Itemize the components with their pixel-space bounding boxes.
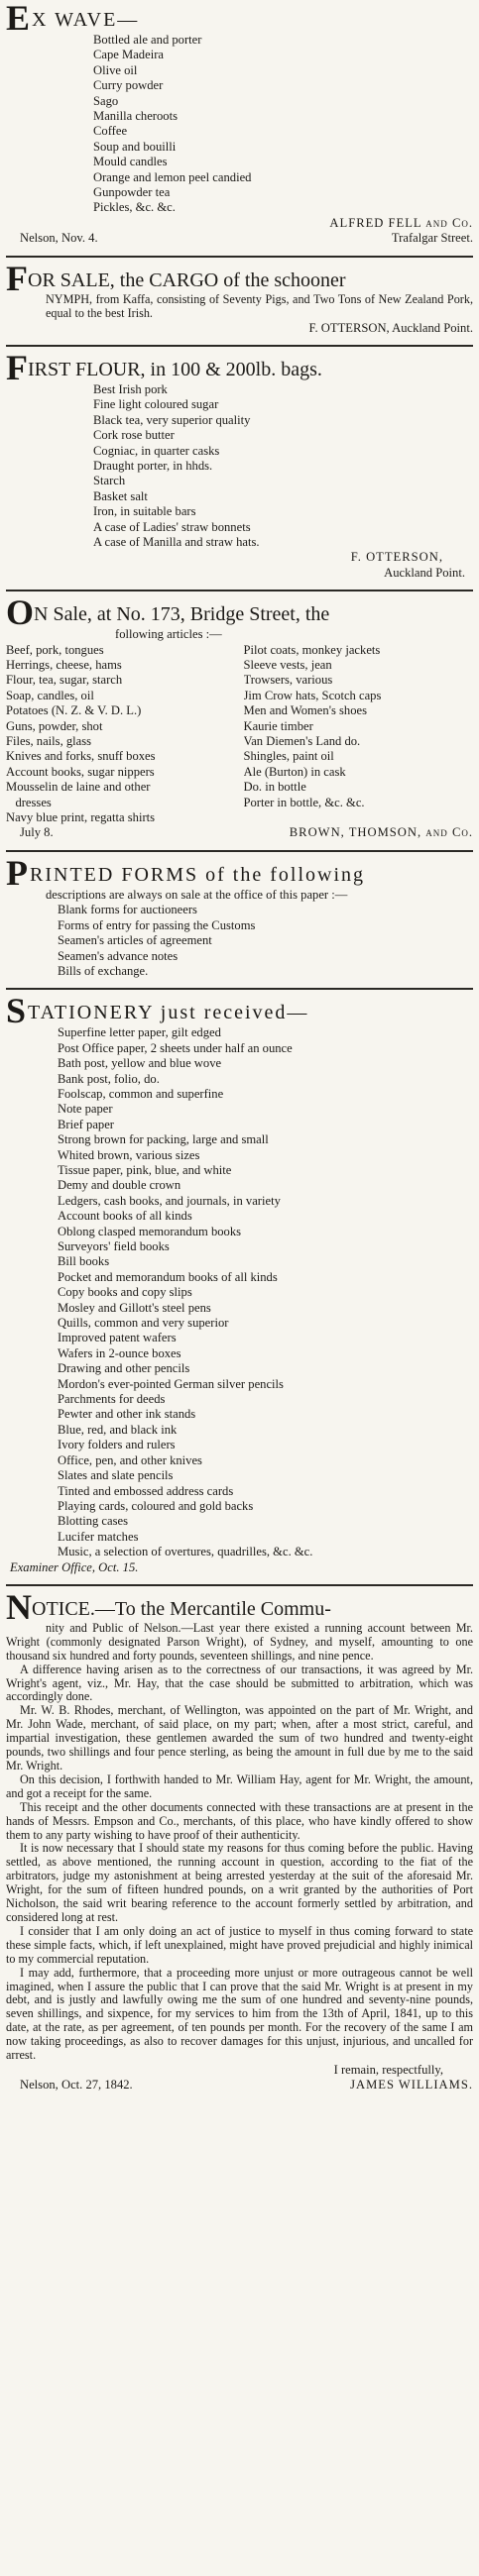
item-list bbox=[6, 1025, 473, 1559]
list-item: Tinted and embossed address cards bbox=[58, 1483, 234, 1498]
item-list bbox=[6, 903, 473, 979]
ad-for-sale bbox=[6, 261, 473, 342]
list-item: Lucifer matches bbox=[58, 1529, 139, 1544]
list-item: Gunpowder tea bbox=[93, 185, 171, 200]
list-item: Coffee bbox=[93, 124, 128, 139]
notice-paragraph: This receipt and the other documents connected with these transactions are at present in the hands of Messrs. Empson and Co., merchants, of this place, who have kindly offered to show them to any party wishing to have proof of their authenticity. bbox=[6, 1799, 473, 1842]
signer: BROWN, THOMSON, and Co. bbox=[289, 825, 473, 840]
ad-heading bbox=[6, 598, 473, 627]
list-item: Cork rose butter bbox=[93, 428, 175, 443]
list-item: Copy books and copy slips bbox=[58, 1285, 192, 1300]
list-item: Do. in bottle bbox=[243, 780, 306, 795]
list-item: Seamen's advance notes bbox=[58, 948, 179, 963]
item-list bbox=[6, 33, 473, 216]
list-item: Herrings, cheese, hams bbox=[6, 658, 122, 672]
ad-heading bbox=[6, 354, 473, 382]
list-item bbox=[244, 810, 474, 825]
list-item: Basket salt bbox=[93, 488, 148, 503]
ad-stationery bbox=[6, 993, 473, 1581]
list-item: A case of Ladies' straw bonnets bbox=[93, 519, 251, 534]
list-item: Soap, candles, oil bbox=[6, 688, 94, 702]
two-column-list bbox=[6, 643, 473, 826]
list-item: Porter in bottle, &c. &c. bbox=[243, 795, 365, 809]
list-item: Trowsers, various bbox=[243, 673, 333, 688]
list-item: Ale (Burton) in cask bbox=[243, 764, 346, 779]
list-item: Drawing and other pencils bbox=[58, 1361, 190, 1376]
drop-letter: O bbox=[6, 598, 35, 628]
notice-paragraph bbox=[6, 1622, 473, 1664]
list-item: Whited brown, various sizes bbox=[58, 1147, 200, 1162]
list-item: Ivory folders and rulers bbox=[58, 1438, 176, 1452]
drop-letter: P bbox=[6, 858, 30, 888]
ad-heading bbox=[6, 4, 473, 33]
list-item: Tissue paper, pink, blue, and white bbox=[58, 1162, 232, 1177]
ad-ex-wave bbox=[6, 0, 473, 253]
list-item: Iron, in suitable bars bbox=[93, 504, 196, 519]
list-item: Bill books bbox=[58, 1254, 110, 1269]
divider bbox=[6, 256, 473, 258]
list-item: Oblong clasped memorandum books bbox=[58, 1224, 242, 1238]
place-date: Nelson, Oct. 27, 1842. bbox=[20, 2078, 133, 2093]
ad-first-flour bbox=[6, 350, 473, 587]
list-item: Jim Crow hats, Scotch caps bbox=[243, 688, 382, 702]
list-item: Bank post, folio, do. bbox=[58, 1071, 160, 1086]
signer: ALFRED FELL and Co. bbox=[329, 215, 473, 230]
list-item: Post Office paper, 2 sheets under half an ounce bbox=[58, 1040, 293, 1055]
heading-continuation: nity and Public of Nelson.— bbox=[46, 1620, 193, 1635]
ad-notice bbox=[6, 1589, 473, 2099]
list-item: Demy and double crown bbox=[58, 1178, 181, 1193]
list-item: Wafers in 2-ounce boxes bbox=[58, 1345, 181, 1360]
ad-printed-forms bbox=[6, 855, 473, 985]
list-item: Knives and forks, snuff boxes bbox=[6, 749, 156, 764]
list-item: Superfine letter paper, gilt edged bbox=[58, 1025, 221, 1040]
dateline bbox=[6, 2078, 473, 2093]
heading-text: IRST FLOUR, in 100 & 200lb. bags. bbox=[28, 358, 322, 380]
list-item: Guns, powder, shot bbox=[6, 718, 103, 733]
list-item: Brief paper bbox=[58, 1117, 114, 1131]
list-item: Flour, tea, sugar, starch bbox=[6, 673, 123, 688]
dateline bbox=[6, 825, 473, 840]
list-item: Navy blue print, regatta shirts bbox=[6, 810, 156, 825]
list-item: Blue, red, and black ink bbox=[58, 1422, 178, 1437]
ad-heading bbox=[6, 265, 473, 293]
place-date: Nelson, Nov. 4. bbox=[20, 231, 98, 246]
notice-paragraph: A difference having arisen as to the correctness of our transactions, it was agreed by Mr. Wright's agent, viz., Mr. Hay, that the case should be submitted to arbitration, which was accordingly done. bbox=[6, 1662, 473, 1704]
list-item: Bath post, yellow and blue wove bbox=[58, 1056, 222, 1071]
list-item: Curry powder bbox=[93, 78, 164, 93]
dateline bbox=[6, 231, 473, 246]
list-item: Seamen's articles of agreement bbox=[58, 933, 212, 948]
date: July 8. bbox=[20, 825, 54, 840]
list-item: Pewter and other ink stands bbox=[58, 1407, 196, 1422]
notice-paragraph: I consider that I am only doing an act of justice to myself in thus coming forward to state these simple facts, which, if left unexplained, might have proved prejudicial and highly inimical to my commercial reputation. bbox=[6, 1923, 473, 1966]
list-item: Mordon's ever-pointed German silver pencils bbox=[58, 1376, 284, 1391]
drop-letter: F bbox=[6, 264, 28, 293]
closing: I remain, respectfully, bbox=[333, 2062, 443, 2077]
list-item: Account books of all kinds bbox=[58, 1209, 192, 1224]
list-item: Forms of entry for passing the Customs bbox=[58, 917, 256, 932]
list-item: Note paper bbox=[58, 1102, 113, 1117]
list-item: dresses bbox=[6, 795, 52, 809]
list-item: Starch bbox=[93, 474, 126, 488]
ad-subhead: descriptions are always on sale at the office of this paper :— bbox=[46, 887, 348, 902]
signer: F. OTTERSON, Auckland Point. bbox=[308, 320, 473, 335]
list-item: Beef, pork, tongues bbox=[6, 642, 104, 657]
ad-heading bbox=[6, 1593, 473, 1622]
list-item: Ledgers, cash books, and journals, in variety bbox=[58, 1193, 281, 1208]
divider bbox=[6, 345, 473, 347]
item-list bbox=[6, 382, 473, 550]
list-item: Bottled ale and porter bbox=[93, 33, 202, 47]
list-item: Blotting cases bbox=[58, 1514, 129, 1529]
list-item: Shingles, paint oil bbox=[243, 749, 334, 764]
list-item: A case of Manilla and straw hats. bbox=[93, 534, 260, 549]
drop-letter: N bbox=[6, 1592, 32, 1622]
ad-footer: Examiner Office, Oct. 15. bbox=[10, 1559, 139, 1574]
list-item: Surveyors' field books bbox=[58, 1239, 170, 1253]
list-item: Draught porter, in hhds. bbox=[93, 458, 213, 473]
list-item: Manilla cheroots bbox=[93, 109, 178, 124]
street: Trafalgar Street. bbox=[391, 231, 473, 246]
list-item: Foolscap, common and superfine bbox=[58, 1086, 224, 1101]
divider bbox=[6, 1584, 473, 1586]
list-item: Music, a selection of overtures, quadrilles, &c. &c. bbox=[58, 1545, 313, 1559]
notice-paragraph: Mr. W. B. Rhodes, merchant, of Wellington, was appointed on the part of Mr. Wright, and Mr. John Wade, merchant, of said place, on my part; when, after a most strict, careful, and impartial investigation, these gentlemen awarded the sum of two hundred and twenty-eight pounds, two shillings and four pence sterling, as being the amount in full due by me to the said Mr. Wright. bbox=[6, 1703, 473, 1772]
list-item: Parchments for deeds bbox=[58, 1392, 166, 1407]
list-item: Mosley and Gillott's steel pens bbox=[58, 1300, 211, 1315]
list-item: Account books, sugar nippers bbox=[6, 764, 155, 779]
divider bbox=[6, 988, 473, 990]
heading-text: OTICE.—To the Mercantile Commu- bbox=[32, 1597, 331, 1620]
newspaper-column bbox=[6, 0, 473, 2099]
list-item: Sleeve vests, jean bbox=[243, 658, 332, 672]
drop-letter: E bbox=[6, 4, 33, 33]
ad-body: NYMPH, from Kaffa, consisting of Seventy Pigs, and Two Tons of New Zealand Pork, equal to the best Irish. bbox=[46, 291, 473, 320]
list-item: Mould candles bbox=[93, 155, 168, 169]
list-item: Playing cards, coloured and gold backs bbox=[58, 1498, 254, 1513]
list-item: Kaurie timber bbox=[243, 718, 313, 733]
list-item: Fine light coloured sugar bbox=[93, 397, 219, 412]
list-item: Quills, common and very superior bbox=[58, 1316, 229, 1331]
paragraph-text: Last year there existed a running account between Mr. Wright (commonly designated Parson Wright), of Sydney, and myself, amounting to one thousand six hundred and forty pounds, seventeen shillings, and nine pence. bbox=[6, 1620, 473, 1663]
list-item: Cape Madeira bbox=[93, 48, 164, 62]
list-item: Van Diemen's Land do. bbox=[243, 734, 361, 749]
heading-text: X WAVE— bbox=[32, 9, 140, 31]
notice-paragraph: On this decision, I forthwith handed to Mr. William Hay, agent for Mr. Wright, the amount, and got a receipt for the same. bbox=[6, 1771, 473, 1800]
heading-text: OR SALE, the CARGO of the schooner bbox=[28, 268, 346, 291]
list-item: Strong brown for packing, large and small bbox=[58, 1132, 269, 1147]
signer-place: Auckland Point. bbox=[384, 565, 465, 580]
divider bbox=[6, 590, 473, 591]
list-item: Office, pen, and other knives bbox=[58, 1452, 202, 1467]
list-item: Pocket and memorandum books of all kinds bbox=[58, 1269, 278, 1284]
list-item: Orange and lemon peel candied bbox=[93, 169, 252, 184]
list-item: Potatoes (N. Z. & V. D. L.) bbox=[6, 703, 142, 718]
heading-text: TATIONERY just received— bbox=[28, 1002, 309, 1024]
list-item: Files, nails, glass bbox=[6, 734, 92, 749]
ad-heading bbox=[6, 859, 473, 888]
list-item: Pickles, &c. &c. bbox=[93, 200, 176, 215]
ad-subhead: following articles :— bbox=[115, 627, 222, 642]
heading-text: N Sale, at No. 173, Bridge Street, the bbox=[34, 603, 330, 626]
list-item: Mousselin de laine and other bbox=[6, 780, 151, 795]
list-item: Best Irish pork bbox=[93, 381, 168, 396]
drop-letter: F bbox=[6, 353, 28, 382]
ad-heading bbox=[6, 997, 473, 1025]
drop-letter: S bbox=[6, 997, 29, 1026]
signer: JAMES WILLIAMS. bbox=[350, 2078, 473, 2093]
list-item: Improved patent wafers bbox=[58, 1331, 177, 1345]
signer: F. OTTERSON, bbox=[350, 550, 443, 565]
list-item: Cogniac, in quarter casks bbox=[93, 443, 220, 458]
list-item: Men and Women's shoes bbox=[243, 703, 367, 718]
list-item: Bills of exchange. bbox=[58, 963, 149, 978]
list-item: Blank forms for auctioneers bbox=[58, 903, 197, 917]
list-item: Pilot coats, monkey jackets bbox=[243, 642, 381, 657]
list-item: Sago bbox=[93, 93, 119, 108]
heading-text: RINTED FORMS of the following bbox=[30, 863, 365, 886]
list-item: Black tea, very superior quality bbox=[93, 412, 251, 427]
list-item: Soup and bouilli bbox=[93, 139, 177, 154]
ad-on-sale bbox=[6, 594, 473, 847]
list-item: Olive oil bbox=[93, 62, 138, 77]
list-item: Slates and slate pencils bbox=[58, 1468, 174, 1483]
divider bbox=[6, 850, 473, 852]
notice-paragraph: It is now necessary that I should state my reasons for thus coming before the public. Having settled, as above mentioned, the running account in question, according to the fiat of the arbitrators, judge my astonishment at being arrested yesterday at the suit of the aforesaid Mr. Wright, for the sum of fifteen hundred pounds, on a writ granted by the authorities of Port Nicholson, the said writ bearing reference to the account formerly settled by arbitration, and considered long at rest. bbox=[6, 1841, 473, 1924]
notice-paragraph: I may add, furthermore, that a proceeding more unjust or more outrageous cannot be well imagined, when I assure the public that I can prove that the said Mr. Wright is at present in my debt, and is justly and lawfully owing me the sum of one hundred and seventy-nine pounds, seven shillings, and sixpence, for my services to him from the 13th of April, 1841, up to this date, at the rate, as per agreement, of ten pounds per month. For the recovery of the same I am now taking proceedings, as also to recover damages for this unjust, injurious, and uncalled for arrest. bbox=[6, 1965, 473, 2063]
